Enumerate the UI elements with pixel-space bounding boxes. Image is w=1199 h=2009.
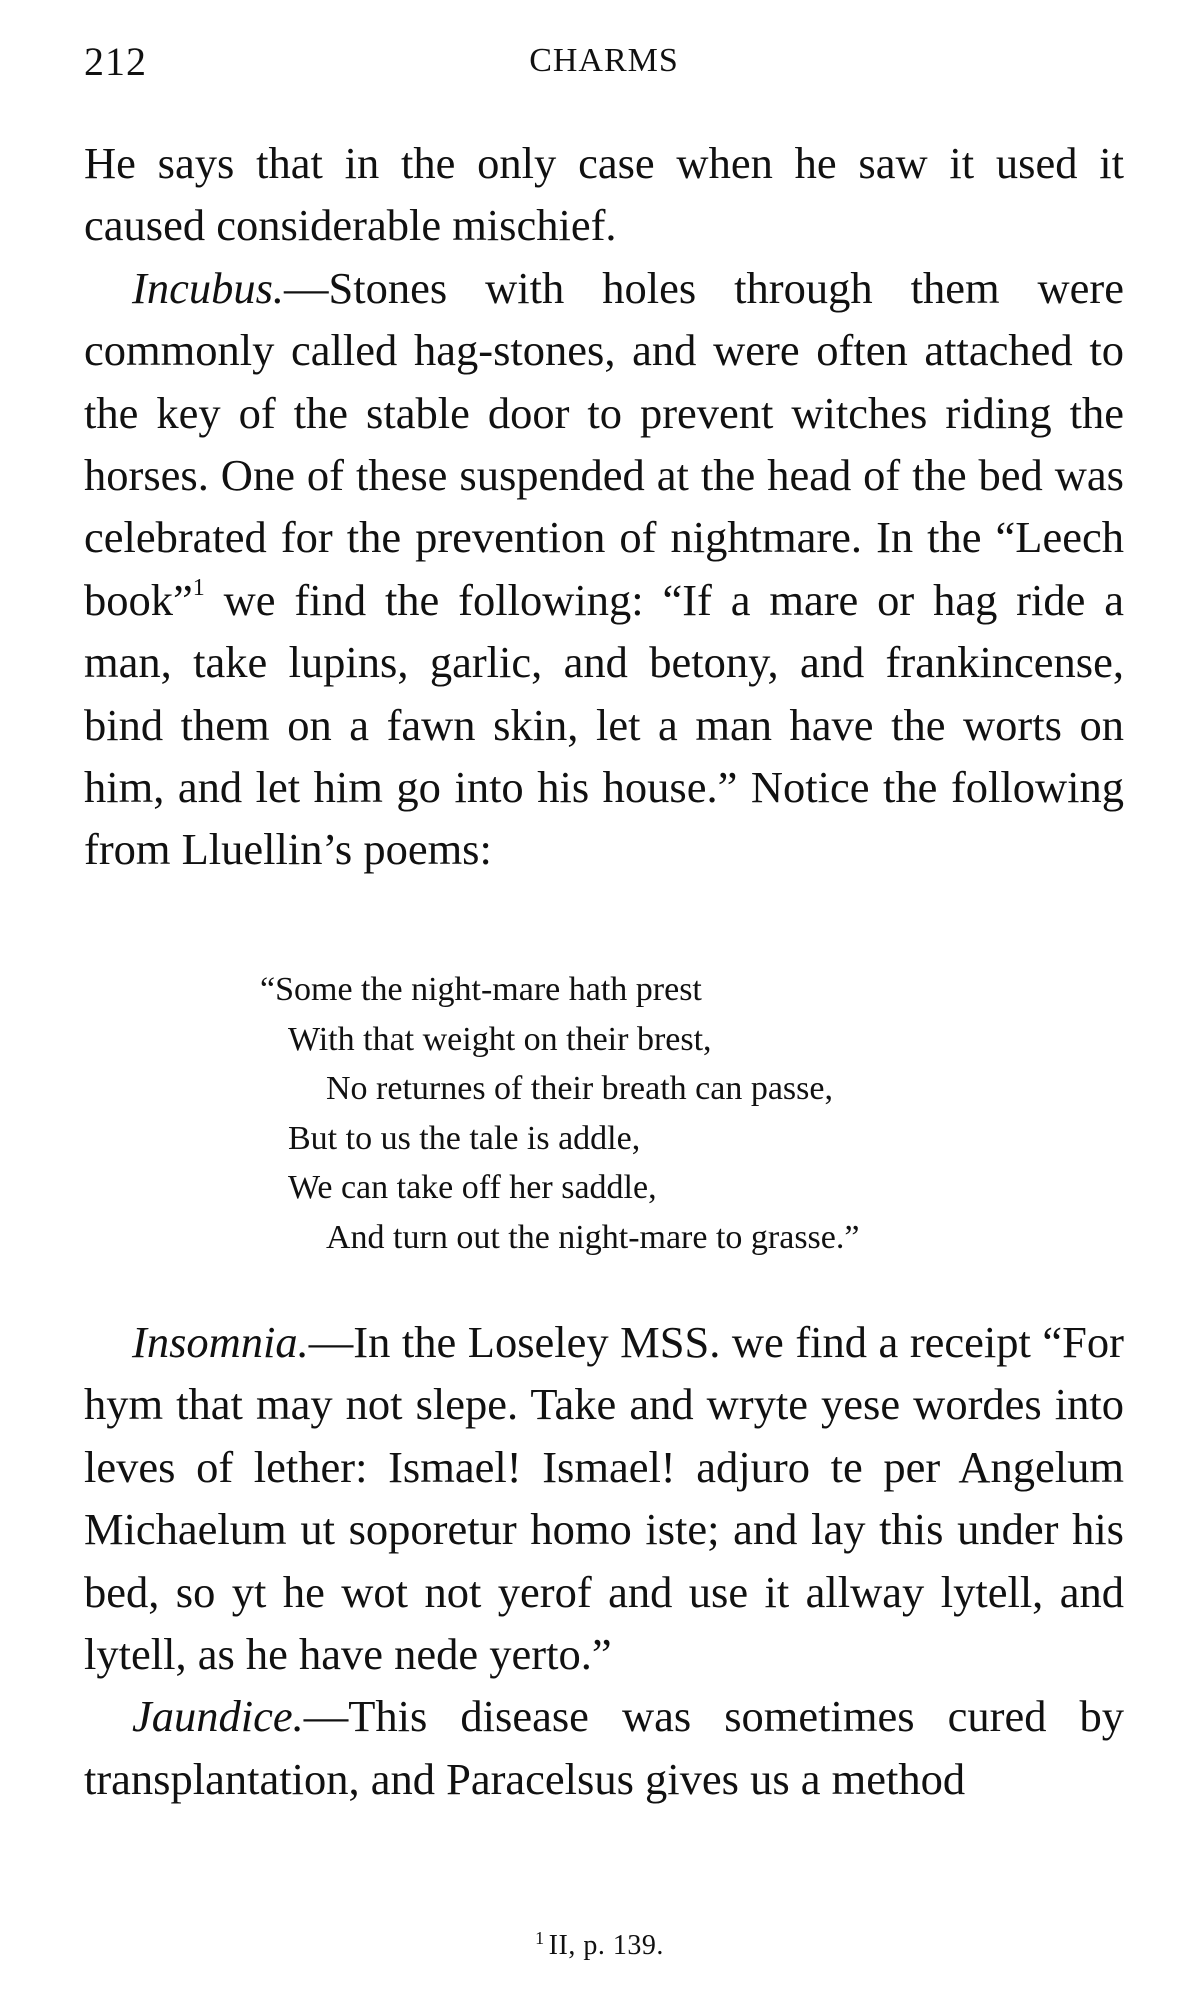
verse-line: With that weight on their brest, — [288, 1020, 712, 1058]
main-text-upper — [84, 132, 1124, 881]
verse-line: We can take off her saddle, — [288, 1169, 657, 1206]
running-head: CHARMS — [529, 42, 679, 79]
term-insomnia: Insomnia. — [132, 1317, 309, 1367]
verse-line: And turn out the night-mare to grasse.” — [326, 1218, 860, 1256]
footnote-reference: 1 — [192, 574, 205, 601]
term-incubus: Incubus. — [132, 262, 285, 313]
footnote-text: II, p. 139. — [548, 1930, 664, 1961]
footnote — [0, 1928, 1199, 1962]
footnote-mark: 1 — [535, 1928, 545, 1948]
paragraph-continuation: He says that in the only case when he saw it used it caused considerable mischief. — [84, 138, 1124, 251]
verse-line: But to us the tale is addle, — [288, 1119, 641, 1157]
page-number: 212 — [84, 39, 147, 84]
main-text-lower — [84, 1311, 1124, 1810]
term-jaundice: Jaundice. — [132, 1691, 304, 1742]
paragraph-incubus-text-b: we find the following: “If a mare or hag ride a man, take lupins, garlic, and betony, and frankincense, bind them on a fawn skin, let a man have the worts on him, and let him go into his house.” Notice the following from Lluellin’s poems: — [84, 574, 1124, 875]
verse-quotation — [260, 965, 859, 1262]
verse-line: No returnes of their breath can passe, — [326, 1070, 833, 1107]
paragraph-incubus-text-a: —Stones with holes through them were commonly called hag-stones, and were often attached to the key of the stable door to prevent witches riding the horses. One of these suspended at the head of the bed was celebrated for the prevention of nightmare. In the “Leech book” — [84, 262, 1124, 625]
paragraph-jaundice-text: —This disease was sometimes cured by transplantation, and Paracelsus gives us a method — [84, 1691, 1124, 1804]
verse-line: “Some the night-mare hath prest — [260, 971, 702, 1008]
paragraph-insomnia — [84, 1311, 1124, 1685]
paragraph-jaundice — [84, 1685, 1124, 1810]
page-header — [84, 38, 1124, 98]
paragraph-insomnia-text: —In the Loseley MSS. we find a receipt “For hym that may not slepe. Take and wryte yese wordes into leves of lether: Ismael! Ismael! adjuro te per Angelum Michaelum ut soporetur homo iste; and lay this under his bed, so yt he wot not yerof and use it allway lytell, and lytell, as he have nede yerto.” — [84, 1317, 1124, 1680]
paragraph-incubus — [84, 257, 1124, 881]
